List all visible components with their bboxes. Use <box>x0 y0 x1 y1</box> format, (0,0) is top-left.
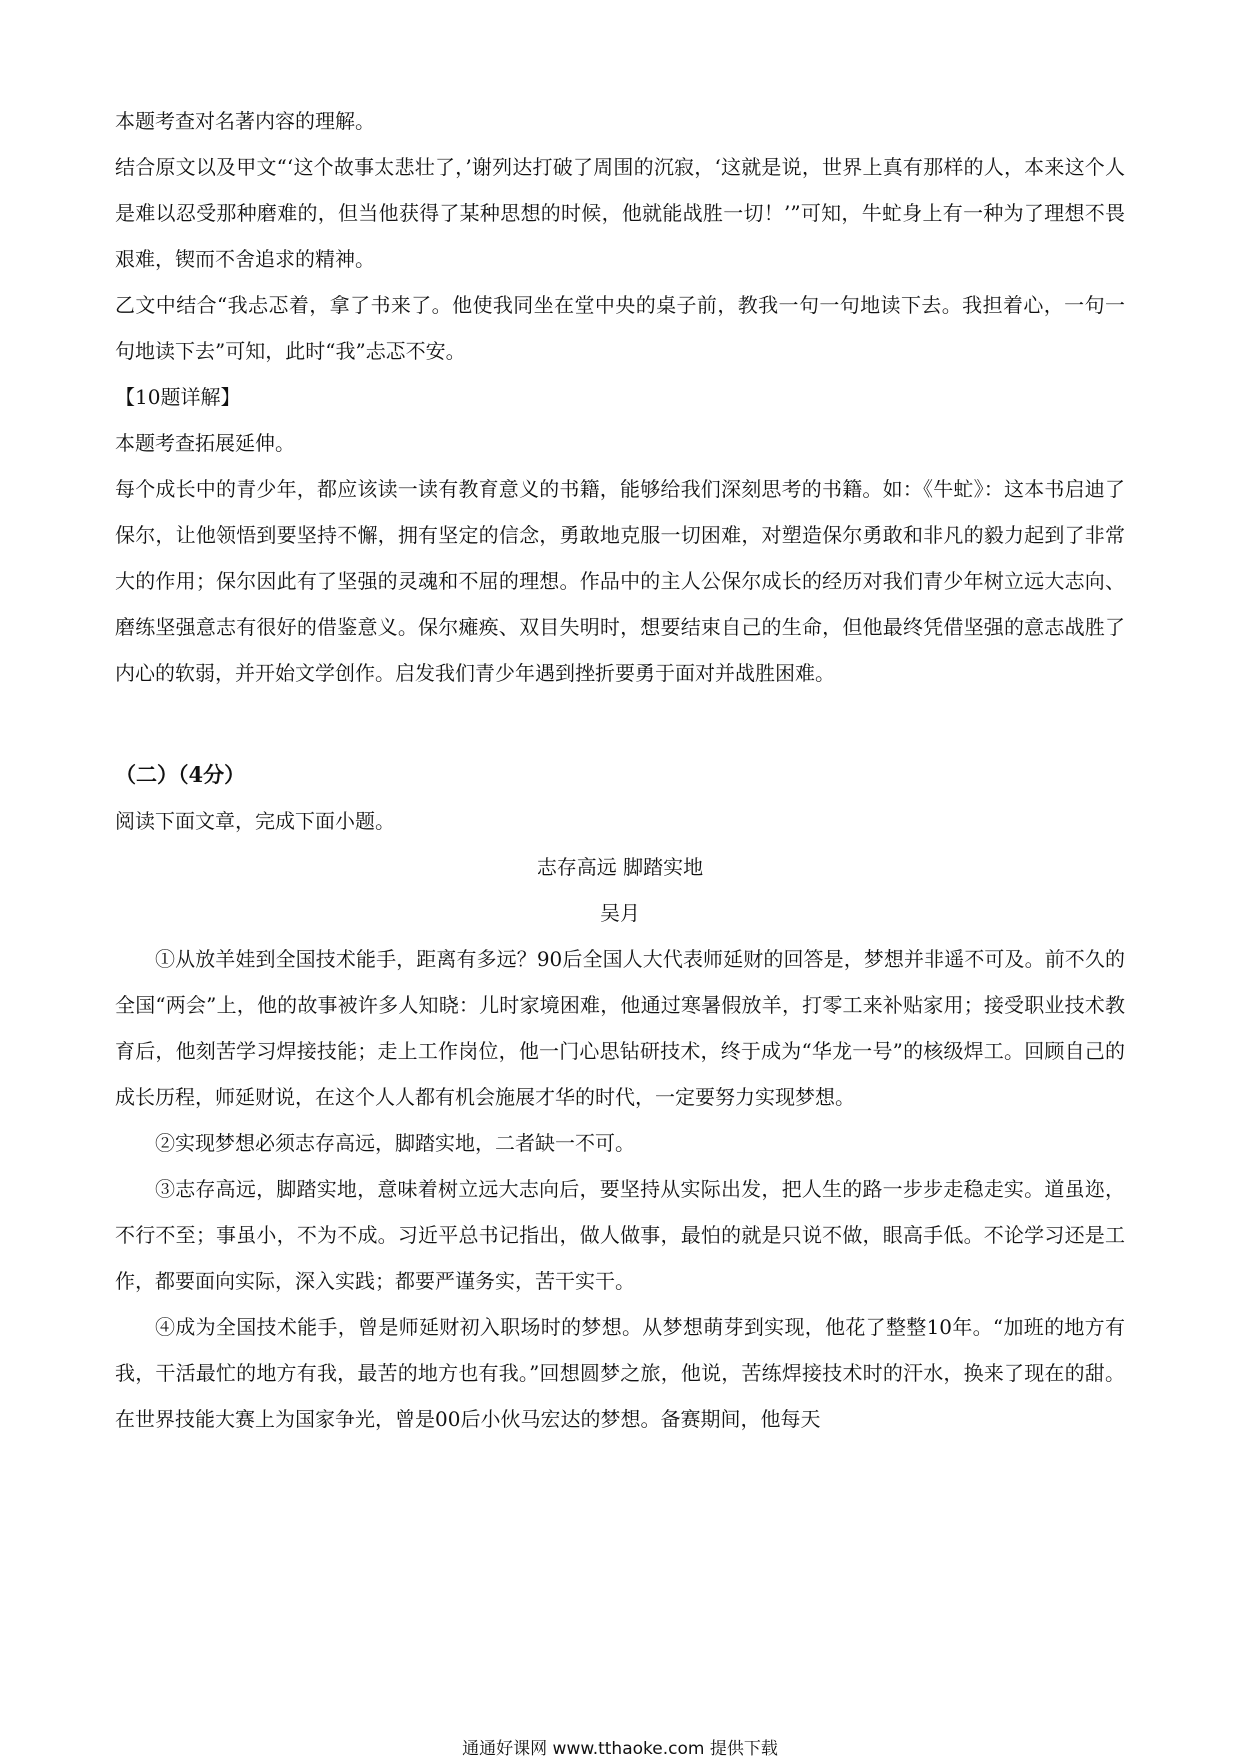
article-paragraph-1: ①从放羊娃到全国技术能手，距离有多远？90后全国人大代表师延财的回答是，梦想并非遥不可及。前不久的全国“两会”上，他的故事被许多人知晓：儿时家境困难，他通过寒暑假放羊，打零工来补贴家用；接受职业技术教育后，他刻苦学习焊接技能；走上工作岗位，他一门心思钻研技术，终于成为“华龙一号”的核级焊工。回顾自己的成长历程，师延财说，在这个人人都有机会施展才华的时代，一定要努力实现梦想。 <box>115 947 1125 1109</box>
section-instruction: 阅读下面文章，完成下面小题。 <box>115 809 395 833</box>
q9-intro: 本题考查对名著内容的理解。 <box>115 109 375 133</box>
page-footer: 通通好课网 www.tthaoke.com 提供下载 <box>462 1739 778 1759</box>
q9-analysis-paragraph-2: 乙文中结合“我忐忑着，拿了书来了。他使我同坐在堂中央的桌子前，教我一句一句地读下去。我担着心，一句一句地读下去”可知，此时“我”忐忑不安。 <box>115 293 1125 363</box>
q9-analysis-paragraph-1: 结合原文以及甲文“‘这个故事太悲壮了，’谢列达打破了周围的沉寂，‘这就是说，世界上真有那样的人，本来这个人是难以忍受那种磨难的，但当他获得了某种思想的时候，他就能战胜一切！’”可知，牛虻身上有一种为了理想不畏艰难，锲而不舍追求的精神。 <box>115 155 1125 271</box>
article-paragraph-2: ②实现梦想必须志存高远，脚踏实地，二者缺一不可。 <box>155 1131 635 1155</box>
q10-tag: 【10题详解】 <box>115 385 241 409</box>
q10-intro: 本题考查拓展延伸。 <box>115 431 295 455</box>
article-author: 吴月 <box>600 901 640 925</box>
section-heading: （二）（4分） <box>115 762 246 787</box>
article-title: 志存高远 脚踏实地 <box>536 855 704 879</box>
page-content <box>115 98 1125 1442</box>
article-paragraph-3: ③志存高远，脚踏实地，意味着树立远大志向后，要坚持从实际出发，把人生的路一步步走稳走实。道虽迩，不行不至；事虽小，不为不成。习近平总书记指出，做人做事，最怕的就是只说不做，眼高手低。不论学习还是工作，都要面向实际，深入实践；都要严谨务实，苦干实干。 <box>115 1177 1125 1293</box>
article-paragraph-4: ④成为全国技术能手，曾是师延财初入职场时的梦想。从梦想萌芽到实现，他花了整整10年。“加班的地方有我，干活最忙的地方有我，最苦的地方也有我。”回想圆梦之旅，他说，苦练焊接技术时的汗水，换来了现在的甜。在世界技能大赛上为国家争光，曾是00后小伙马宏达的梦想。备赛期间，他每天 <box>115 1315 1125 1431</box>
q10-analysis-paragraph: 每个成长中的青少年，都应该读一读有教育意义的书籍，能够给我们深刻思考的书籍。如：《牛虻》：这本书启迪了保尔，让他领悟到要坚持不懈，拥有坚定的信念，勇敢地克服一切困难，对塑造保尔勇敢和非凡的毅力起到了非常大的作用；保尔因此有了坚强的灵魂和不屈的理想。作品中的主人公保尔成长的经历对我们青少年树立远大志向、磨练坚强意志有很好的借鉴意义。保尔瘫痪、双目失明时，想要结束自己的生命，但他最终凭借坚强的意志战胜了内心的软弱，并开始文学创作。启发我们青少年遇到挫折要勇于面对并战胜困难。 <box>115 477 1125 685</box>
